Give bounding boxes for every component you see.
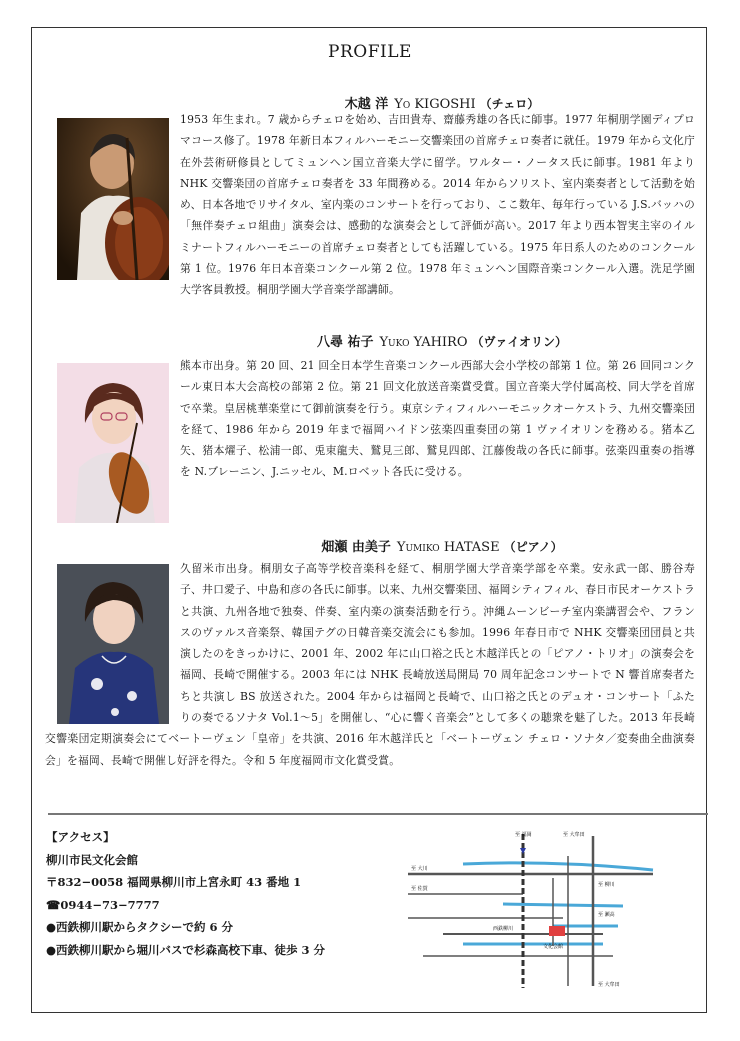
name-en: Yo KIGOSHI bbox=[394, 97, 476, 112]
venue-phone: ☎0944−73−7777 bbox=[46, 897, 160, 912]
map-label: 文化会館 bbox=[543, 944, 564, 950]
photo-yahiro bbox=[57, 363, 169, 523]
map-label: 至 瀬高 bbox=[598, 912, 615, 918]
venue-address: 〒832−0058 福岡県柳川市上宮永町 43 番地 1 bbox=[46, 875, 302, 889]
profile-name-hatase bbox=[182, 536, 702, 555]
access-info bbox=[46, 826, 325, 961]
map-label: 至 大牟田 bbox=[563, 832, 585, 838]
photo-spacer bbox=[45, 558, 180, 728]
name-jp: 畑瀬 由美子 bbox=[321, 540, 391, 555]
instrument: （ピアノ） bbox=[503, 540, 563, 554]
map-label: 至 福岡 bbox=[515, 832, 532, 838]
map-label: 至 佐賀 bbox=[411, 886, 428, 892]
name-jp: 木越 洋 bbox=[344, 97, 389, 112]
name-en: Yuko YAHIRO bbox=[379, 335, 468, 350]
instrument: （チェロ） bbox=[479, 97, 540, 111]
map-label: 至 柳川 bbox=[598, 882, 615, 888]
bio-yahiro: 熊本市出身。第 20 回、21 回全日本学生音楽コンクール西部大会小学校の部第 1 位。第 26 回同コンクール東日本大会高校の部第 2 位。第 21 回文化放送音楽賞受賞。国立音楽大学付属高校、同大学を首席で卒業。皇居桃華楽堂にて御前演奏を行う。東京シティフィルハーモニックオーケストラ、九州交響楽団を経て、1986 年から 2019 年まで福岡ハイドン弦楽四重奏団の第 1 ヴァイオリンを務める。猪本乙矢、猪本燿子、松浦一郎、兎束龍夫、鷲見三郎、鷲見四郎、江藤俊哉の各氏に師事。弦楽四重奏の指導を N.ブレーニン、J.ニッセル、M.ロベット各氏に受ける。 bbox=[180, 359, 695, 479]
instrument: （ヴァイオリン） bbox=[471, 335, 568, 349]
bio-kigoshi: 1953 年生まれ。7 歳からチェロを始め、吉田貴寿、齋藤秀雄の各氏に師事。1977 年桐朋学園ディプロマコース修了。1978 年新日本フィルハーモニー交響楽団の首席チェロ奏者に就任。1979 年から文化庁在外芸術研修員としてミュンヘン国立音楽大学に留学。ワルター・ノータス氏に師事。1981 年より NHK 交響楽団の首席チェロ奏者を 33 年間務める。2014 年からソリスト、室内楽奏者として活動を始め、日本各地でリサイタル、室内楽のコンサートを行っており、ここ数年、毎年行っている J.S.バッハの「無伴奏チェロ組曲」演奏会は、感動的な演奏会として評価が高い。2017 年より西本智実主宰のイルミナートフィルハーモニーの首席チェロ奏者としても活躍している。1975 年日系人のためのコンクール第 1 位。1976 年日本音楽コンクール第 2 位。1978 年ミュンヘン国際音楽コンクール入選。洗足学園大学客員教授。桐朋学園大学音楽学部講師。 bbox=[45, 109, 695, 301]
route-bus: ●西鉄柳川駅から堀川バスで杉森高校下車、徒歩 3 分 bbox=[46, 942, 326, 957]
map-label: 至 大牟田 bbox=[598, 982, 620, 988]
photo-spacer bbox=[45, 109, 180, 281]
name-en: Yumiko HATASE bbox=[396, 540, 500, 555]
map-label: 西鉄柳川 bbox=[493, 926, 514, 932]
page-title: PROFILE bbox=[328, 42, 412, 62]
name-jp: 八尋 祐子 bbox=[316, 335, 374, 350]
venue-name: 柳川市民文化会館 bbox=[46, 852, 138, 867]
route-taxi: ●西鉄柳川駅からタクシーで約 6 分 bbox=[46, 920, 234, 934]
access-map bbox=[403, 826, 657, 993]
profile-name-yahiro bbox=[182, 331, 702, 350]
bio-hatase: 久留米市出身。桐朋女子高等学校音楽科を経て、桐朋学園大学音楽学部を卒業。安永武一郎、勝谷寿子、井口愛子、中島和彦の各氏に師事。以来、九州交響楽団、福岡シティフィル、春日市民オーケストラと共演、九州各地で独奏、伴奏、室内楽の演奏活動を行う。沖縄ムーンビーチ室内楽講習会や、フランスのヴァルス音楽祭、韓国テグの日韓音楽交流会にも参加。1996 年春日市で NHK 交響楽団団員と共演したのをきっかけに、2001 年、2002 年に山口裕之氏と木越洋氏との「ピアノ・トリオ」の演奏会を福岡、長崎で開催する。2003 年には NHK 長崎放送局開局 70 周年記念コンサートで N 響首席奏者たちと共演し BS 放送された。2004 年からは福岡と長崎で、山口裕之氏とのデュオ・コンサート「ふたりの奏でるソナタ Vol.1～5」を開催し、“心に響く音楽会”として多くの聴衆を魅了した。2013 年長崎交響楽団定期演奏会にてベートーヴェン「皇帝」を共演、2016 年木越洋氏と「ベートーヴェン チェロ・ソナタ／変奏曲全曲演奏会」を福岡、長崎で開催し好評を得た。令和 5 年度福岡市文化賞受賞。 bbox=[45, 558, 695, 771]
section-divider bbox=[48, 813, 708, 815]
access-heading: 【アクセス】 bbox=[46, 830, 115, 844]
map-label: 至 大川 bbox=[411, 866, 428, 872]
